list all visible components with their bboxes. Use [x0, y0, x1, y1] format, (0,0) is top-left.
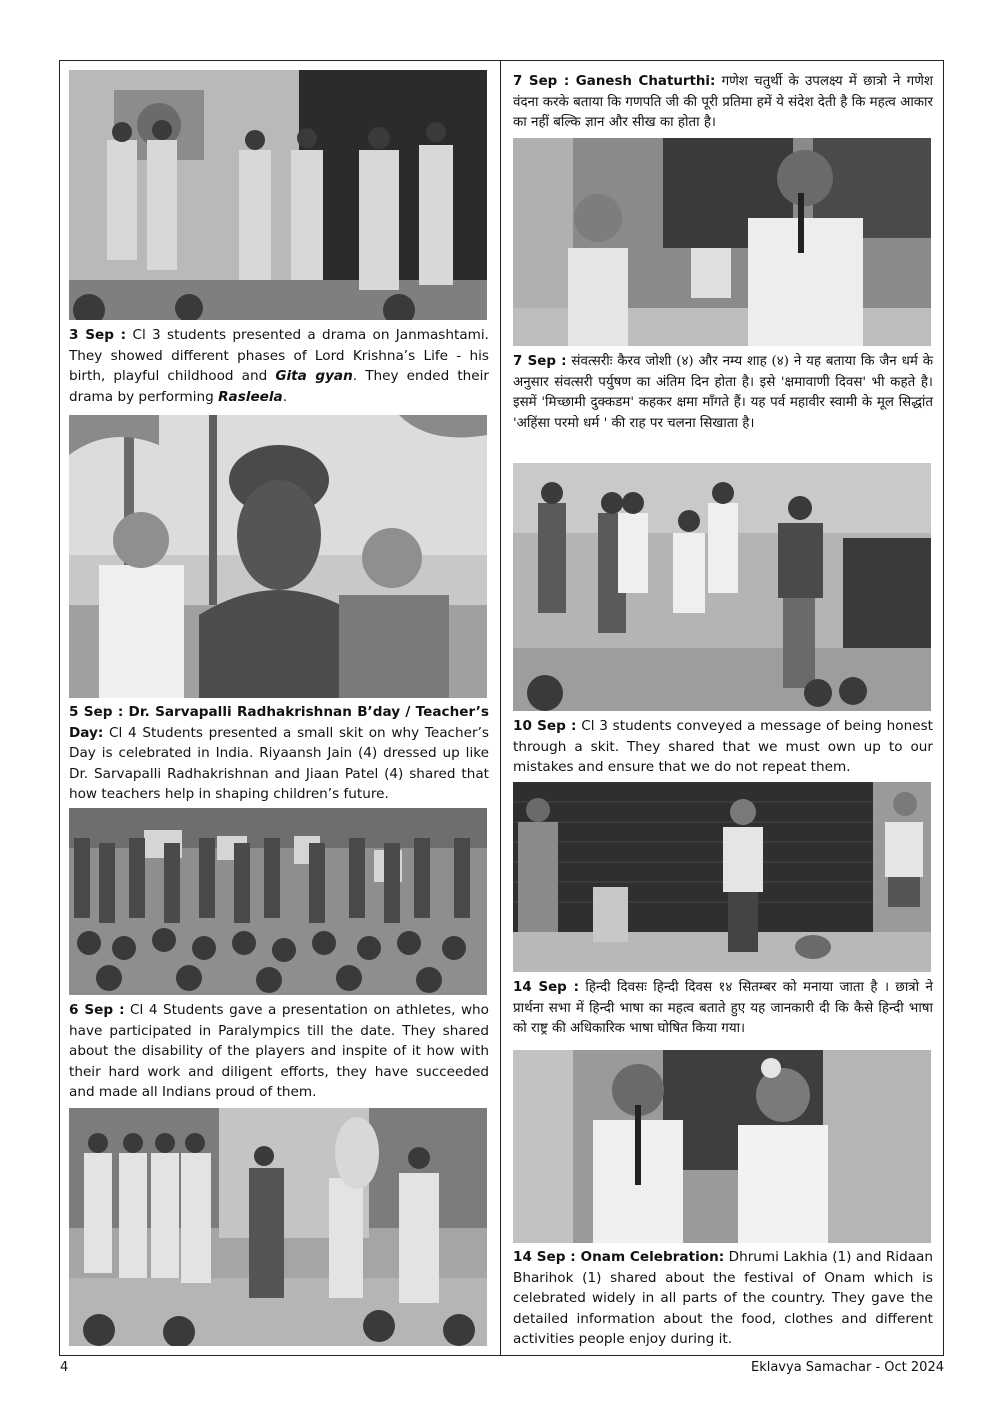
- caption-ganesh-chaturthi: 7 Sep : Ganesh Chaturthi: गणेश चतुर्थी के उपलक्ष्य में छात्रो ने गणेश वंदना करके बताया कि गणपति जी की पूरी प्रतिमा हमें ये संदेश देती है कि महत्व आकार का नहीं बल्कि ज्ञान और सीख का होता है।: [513, 74, 933, 130]
- page-number: 4: [60, 1360, 69, 1375]
- photo-hindi-diwas: [513, 782, 931, 972]
- photo-radhakrishnan-bust: [69, 415, 487, 698]
- caption-samvatsari: 7 Sep : संवत्सरीः कैरव जोशी (४) और नम्य शाह (४) ने यह बताया कि जैन धर्म के अनुसार संवत्सरी पर्युषण का अंतिम दिन होता है। इसे 'क्षमावाणी दिवस' भी कहते है। इसमें 'मिच्छामी दुक्कडम' कहकर क्षमा माँगते हैं। यह पर्व महावीर स्वामी के मूल सिद्धांत 'अहिंसा परमो धर्म ' की राह पर चलना सिखाता है।: [513, 354, 933, 431]
- photo-honesty-skit: [513, 463, 931, 711]
- publication-footer: Eklavya Samachar - Oct 2024: [750, 1360, 944, 1375]
- caption-onam: 14 Sep : Onam Celebration: Dhrumi Lakhia (1) and Ridaan Bharihok (1) shared about the festival of Onam which is celebrated widely in all parts of the country. They gave the detailed information about the food, clothes and different activities people enjoy during it.: [513, 1249, 933, 1347]
- column-divider: [500, 60, 501, 1356]
- caption-janmashtami: 3 Sep : Cl 3 students presented a drama on Janmashtami. They showed different phases of Lord Krishna’s Life - his birth, playful childhood and Gita gyan. They ended their drama by performing Rasleela.: [69, 327, 490, 405]
- photo-ganesh-chaturthi: [69, 1108, 487, 1346]
- photo-onam-celebration: [513, 1050, 931, 1243]
- caption-teachers-day: 5 Sep : Dr. Sarvapalli Radhakrishnan B’day / Teacher’s Day: Cl 4 Students presented a small skit on why Teacher’s Day is celebrated in India. Riyaansh Jain (4) dressed up like Dr. Sarvapalli Radhakrishnan and Jiaan Patel (4) shared that how teachers help in shaping children’s future.: [69, 704, 489, 802]
- photo-paralympics-presentation: [69, 808, 487, 995]
- photo-ganesh-speech: [513, 138, 931, 346]
- caption-paralympics: 6 Sep : Cl 4 Students gave a presentation on athletes, who have participated in Paralympics till the date. They shared about the disability of the players and inspite of it how with their hard work and diligent efforts, they have succeeded and made all Indians proud of them.: [69, 1002, 489, 1100]
- caption-honesty-skit: 10 Sep : Cl 3 students conveyed a message of being honest through a skit. They shared that we must own up to our mistakes and ensure that we do not repeat them.: [513, 718, 933, 775]
- photo-janmashtami-drama: [69, 70, 487, 320]
- caption-hindi-diwas: 14 Sep : हिन्दी दिवसः हिन्दी दिवस १४ सितम्बर को मनाया जाता है । छात्रो ने प्रार्थना सभा में हिन्दी भाषा का महत्व बताते हुए यह जानकारी दी कि कैसे हिन्दी भाषा को राष्ट्र की अधिकारिक भाषा घोषित किया गया।: [513, 980, 933, 1036]
